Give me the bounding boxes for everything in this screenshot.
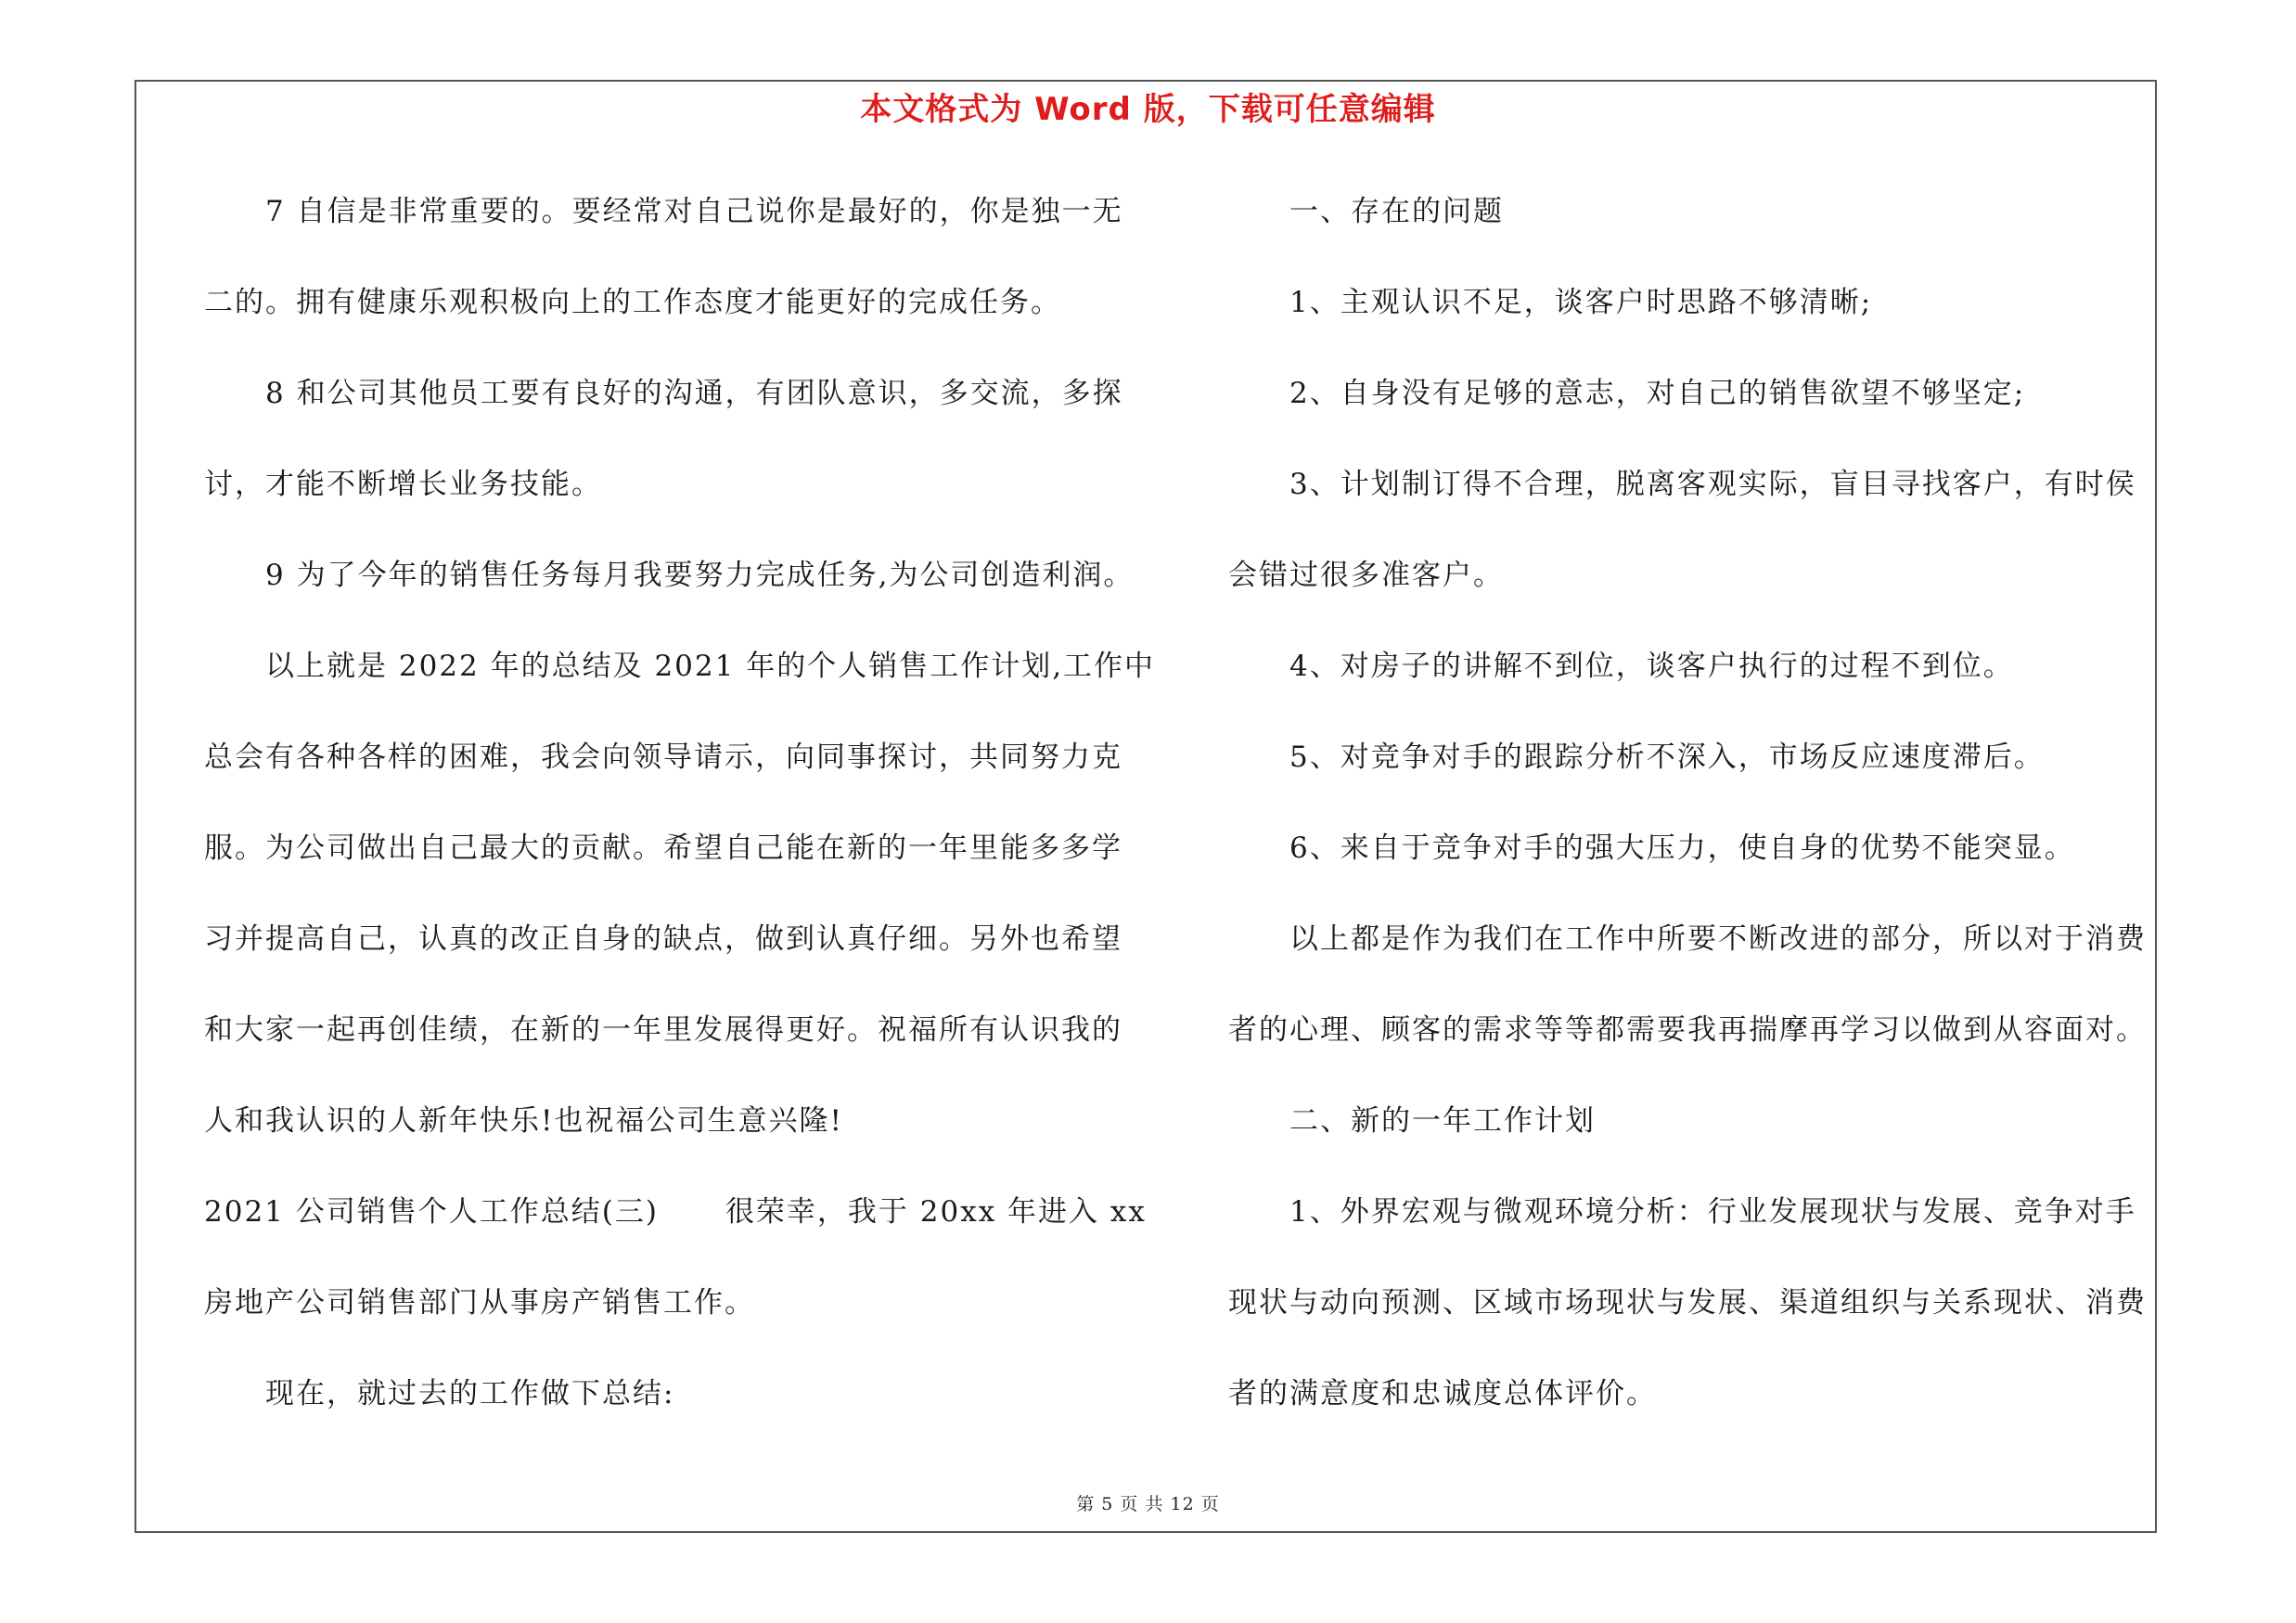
- text-line: 习并提高自己，认真的改正自身的缺点，做到认真仔细。另外也希望: [204, 922, 1122, 956]
- list-item: 4、对房子的讲解不到位，谈客户执行的过程不到位。: [1289, 650, 2014, 683]
- list-item: 2、自身没有足够的意志，对自己的销售欲望不够坚定;: [1289, 377, 2026, 410]
- text-line: 以上就是 2022 年的总结及 2021 年的个人销售工作计划,工作中: [265, 650, 1156, 683]
- list-item: 5、对竞争对手的跟踪分析不深入，市场反应速度滞后。: [1289, 741, 2045, 774]
- text-line: 现状与动向预测、区域市场现状与发展、渠道组织与关系现状、消费: [1228, 1286, 2147, 1320]
- section-heading: 2021 公司销售个人工作总结(三): [204, 1195, 659, 1229]
- list-item: 1、主观认识不足，谈客户时思路不够清晰;: [1289, 286, 1873, 319]
- text-line: 会错过很多准客户。: [1228, 559, 1504, 592]
- section-heading: 一、存在的问题: [1289, 195, 1504, 228]
- text-line: 8 和公司其他员工要有良好的沟通，有团队意识，多交流，多探: [265, 377, 1123, 410]
- text-line: 现在，就过去的工作做下总结:: [265, 1377, 675, 1410]
- list-item: 6、来自于竞争对手的强大压力，使自身的优势不能突显。: [1289, 831, 2075, 865]
- text-line: 讨，才能不断增长业务技能。: [204, 468, 602, 501]
- text-line: 房地产公司销售部门从事房产销售工作。: [204, 1286, 755, 1320]
- right-column: [1228, 185, 2156, 1458]
- text-line: 者的心理、顾客的需求等等都需要我再揣摩再学习以做到从容面对。: [1228, 1013, 2147, 1047]
- text-line: 和大家一起再创佳绩，在新的一年里发展得更好。祝福所有认识我的: [204, 1013, 1122, 1047]
- text-line: 二的。拥有健康乐观积极向上的工作态度才能更好的完成任务。: [204, 286, 1061, 319]
- list-item: 1、外界宏观与微观环境分析：行业发展现状与发展、竞争对手: [1289, 1195, 2136, 1229]
- editable-banner: 本文格式为 Word 版，下载可任意编辑: [860, 91, 1436, 128]
- left-column: [204, 185, 1156, 1458]
- section-heading-line: 2021 公司销售个人工作总结(三) 很荣幸，我于 20xx 年进入 xx: [204, 1195, 1147, 1229]
- text-line: 9 为了今年的销售任务每月我要努力完成任务,为公司创造利润。: [265, 559, 1135, 592]
- page-number: 第 5 页 共 12 页: [1076, 1494, 1220, 1514]
- text-line: 服。为公司做出自己最大的贡献。希望自己能在新的一年里能多多学: [204, 831, 1122, 865]
- section-heading: 二、新的一年工作计划: [1289, 1104, 1596, 1138]
- text-line: 总会有各种各样的困难，我会向领导请示，向同事探讨，共同努力克: [204, 741, 1122, 774]
- text-line: 7 自信是非常重要的。要经常对自己说你是最好的，你是独一无: [265, 195, 1123, 228]
- list-item: 3、计划制订得不合理，脱离客观实际，盲目寻找客户，有时侯: [1289, 468, 2136, 501]
- text-line: 者的满意度和忠诚度总体评价。: [1228, 1377, 1657, 1410]
- text-line: 以上都是作为我们在工作中所要不断改进的部分，所以对于消费: [1289, 922, 2147, 956]
- text-line: 人和我认识的人新年快乐!也祝福公司生意兴隆!: [204, 1104, 843, 1138]
